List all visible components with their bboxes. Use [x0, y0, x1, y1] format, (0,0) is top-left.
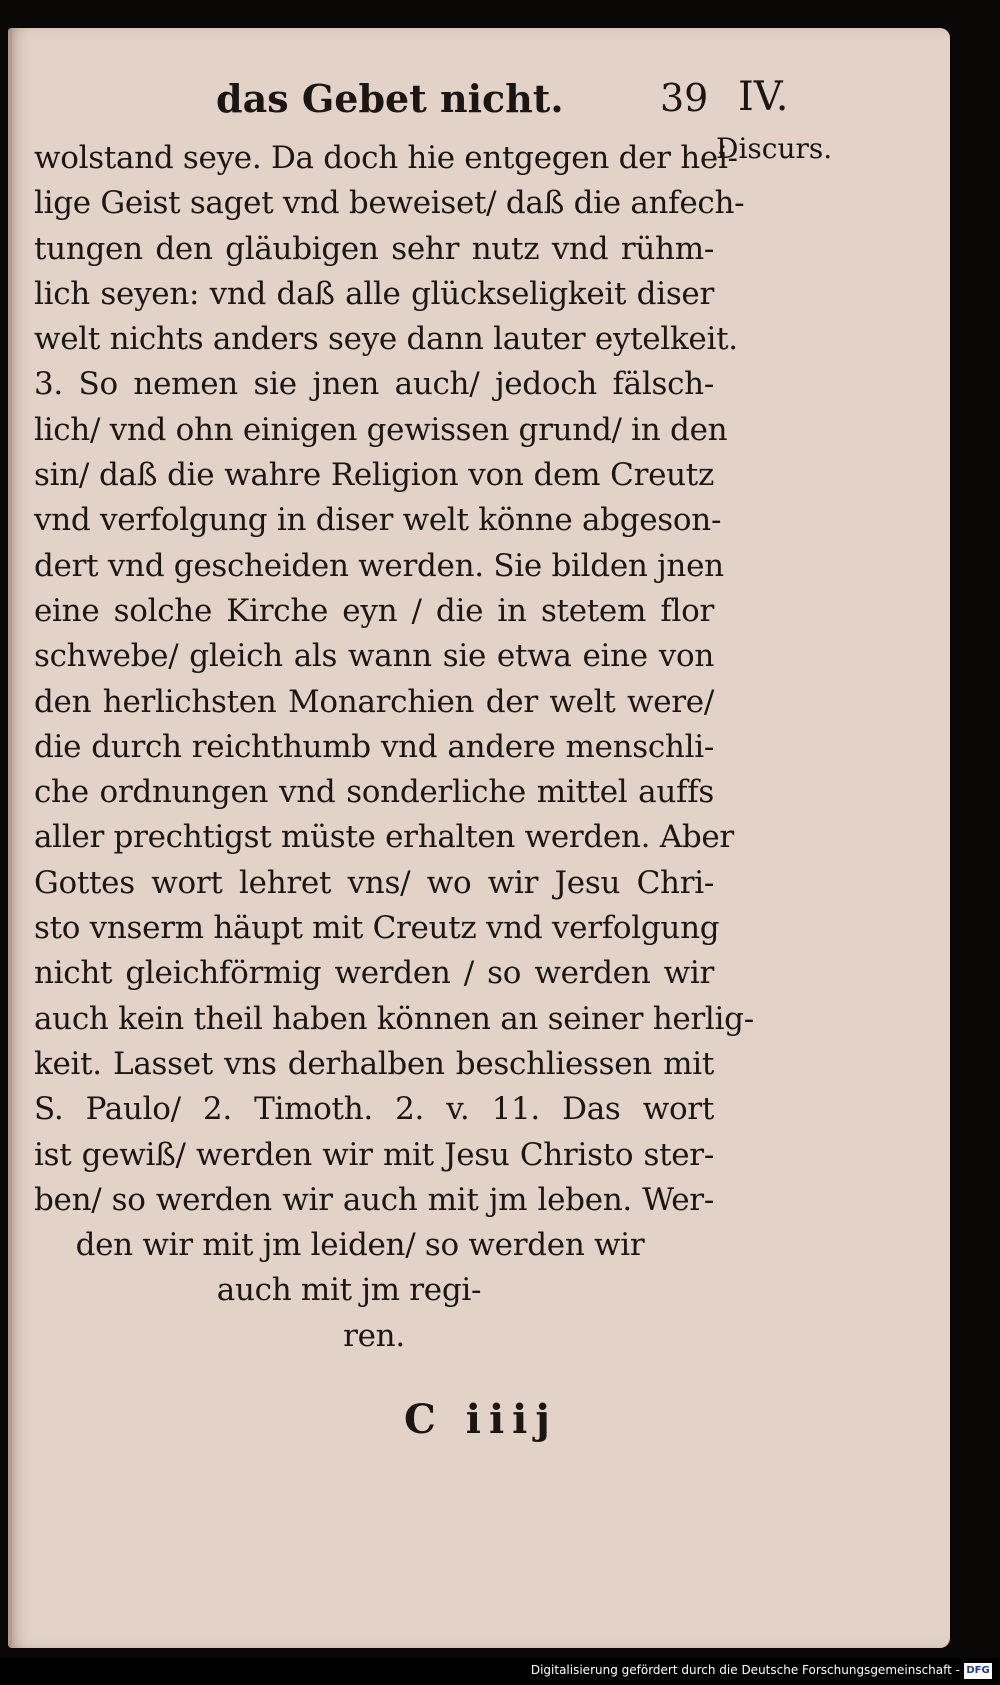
text-line: eine solche Kirche eyn / die in stetem flor [34, 592, 714, 629]
text-line: S. Paulo/ 2. Timoth. 2. v. 11. Das wort [34, 1091, 714, 1128]
text-line: aller prechtigst müste erhalten werden. Aber [34, 819, 734, 856]
closing-line: den wir mit jm leiden/ so werden wir [75, 1227, 645, 1264]
dfg-logo-icon: DFG [964, 1663, 992, 1679]
text-line: keit. Lasset vns derhalben beschliessen mit [34, 1045, 714, 1082]
page-number: 39 [660, 76, 709, 120]
text-line: lige Geist saget vnd beweiset/ daß die anfech- [34, 185, 745, 222]
text-line: ben/ so werden wir auch mit jm leben. Wer- [34, 1181, 714, 1218]
closing-line: auch mit jm regi- [216, 1272, 482, 1309]
footer-bar [0, 1658, 1000, 1685]
text-line: lich/ vnd ohn einigen gewissen grund/ in den [34, 411, 728, 448]
closing-line: ren. [343, 1317, 405, 1354]
text-line: schwebe/ gleich als wann sie etwa eine von [34, 638, 714, 675]
text-line: auch kein theil haben können an seiner herlig- [34, 1000, 754, 1037]
text-line: die durch reichthumb vnd andere menschli- [34, 728, 714, 765]
text-line: lich seyen: vnd daß alle glückseligkeit diser [34, 275, 714, 312]
text-line: tungen den gläubigen sehr nutz vnd rühm- [34, 230, 714, 267]
book-page [8, 28, 950, 1648]
funding-credit: Digitalisierung gefördert durch die Deutsche Forschungsgemeinschaft - [530, 1663, 960, 1677]
text-line: sto vnserm häupt mit Creutz vnd verfolgung [34, 910, 720, 947]
text-line: nicht gleichförmig werden / so werden wir [34, 955, 714, 992]
text-line: vnd verfolgung in diser welt könne abgeson- [34, 502, 722, 539]
text-line: wolstand seye. Da doch hie entgegen der hei- [34, 140, 738, 176]
section-number: IV. [738, 74, 789, 120]
text-line: 3. So nemen sie jnen auch/ jedoch fälsch- [34, 366, 714, 403]
text-line: ist gewiß/ werden wir mit Jesu Christo ster- [34, 1136, 714, 1173]
text-line: den herlichsten Monarchien der welt were/ [34, 683, 714, 720]
text-line: welt nichts anders seye dann lauter eytelkeit. [34, 321, 738, 358]
page-edge [8, 28, 12, 1648]
marginal-note: Discurs. [716, 132, 833, 165]
body-text [34, 136, 754, 1359]
running-head: das Gebet nicht. [216, 76, 564, 121]
page-header [8, 28, 950, 138]
signature-mark: C iiij [404, 1396, 558, 1443]
text-line: dert vnd gescheiden werden. Sie bilden jnen [34, 547, 724, 584]
text-line: Gottes wort lehret vns/ wo wir Jesu Chri- [34, 864, 714, 901]
text-line: sin/ daß die wahre Religion von dem Creutz [34, 457, 714, 494]
text-line: che ordnungen vnd sonderliche mittel auffs [34, 774, 714, 811]
